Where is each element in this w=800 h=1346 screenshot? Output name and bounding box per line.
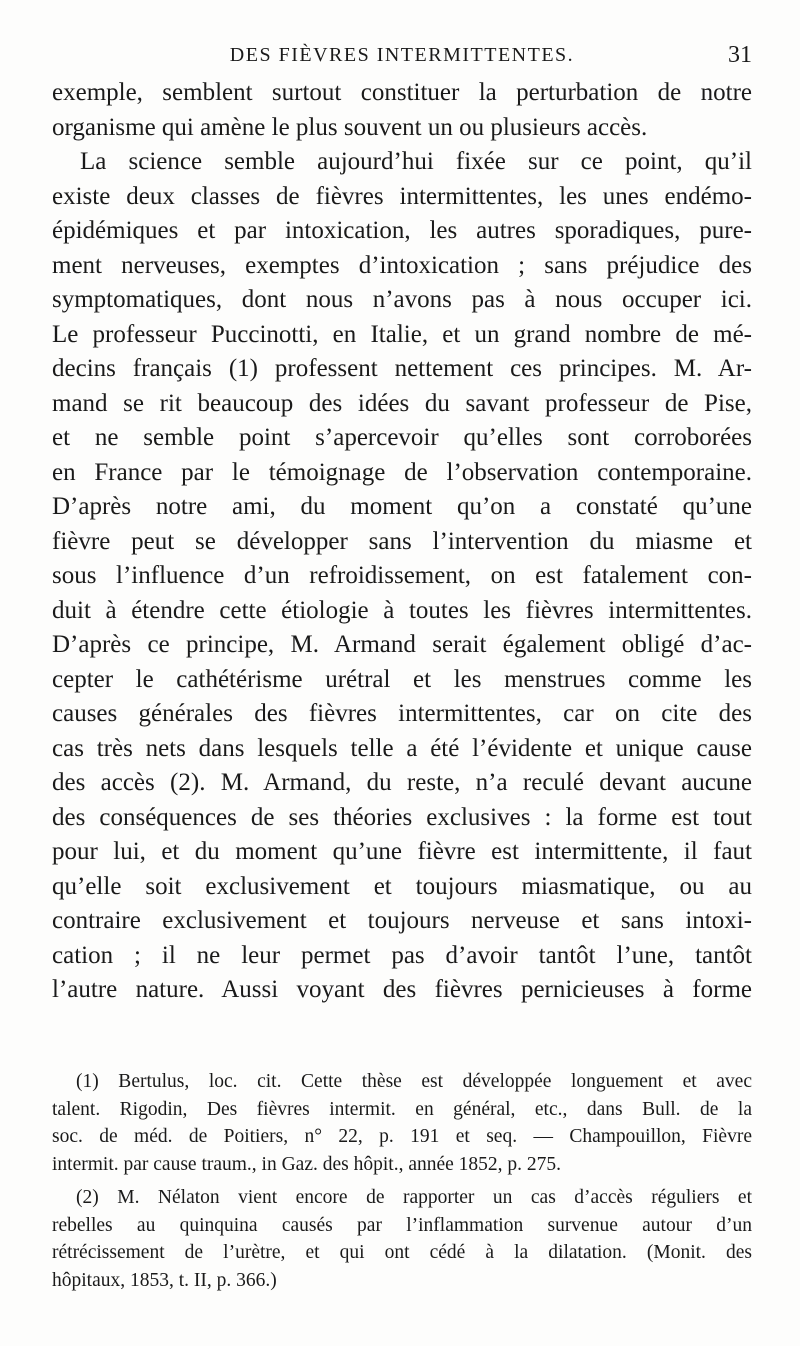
footnote-line: (2) M. Nélaton vient encore de rapporter un cas d’accès réguliers et	[76, 1187, 752, 1208]
footnote-line: rebelles au quinquina causés par l’inflammation survenue autour d’un	[52, 1214, 752, 1236]
text-line: cas très nets dans lesquels telle a été l’évidente et unique cause	[52, 734, 752, 762]
text-line: pour lui, et du moment qu’une fièvre est intermittente, il faut	[52, 838, 752, 865]
text-line: fièvre peut se développer sans l’intervention du miasme et	[52, 527, 752, 555]
footnote-line: soc. de méd. de Poitiers, n° 22, p. 191 et seq. — Champouillon, Fièvre	[52, 1126, 752, 1147]
text-line: cation ; il ne leur permet pas d’avoir tantôt l’une, tantôt	[52, 941, 752, 969]
footnote-line: intermit. par cause traum., in Gaz. des hôpit., année 1852, p. 275.	[52, 1153, 562, 1175]
footnote-line: rétrécissement de l’urètre, et qui ont cédé à la dilatation. (Monit. des	[52, 1242, 752, 1263]
text-line: épidémiques et par intoxication, les autres sporadiques, pure-	[52, 217, 752, 244]
footnote-line: (1) Bertulus, loc. cit. Cette thèse est développée longuement et avec	[76, 1071, 752, 1092]
footnote-1	[52, 1068, 752, 1178]
footnote-line: hôpitaux, 1853, t. II, p. 366.)	[52, 1269, 277, 1291]
page-number: 31	[728, 42, 752, 68]
text-line: des conséquences de ses théories exclusives : la forme est tout	[52, 803, 752, 831]
text-line: mand se rit beaucoup des idées du savant professeur de Pise,	[52, 389, 752, 417]
text-line: D’après ce principe, M. Armand serait également obligé d’ac-	[52, 631, 752, 658]
text-line: des accès (2). M. Armand, du reste, n’a reculé devant aucune	[52, 769, 752, 796]
text-line: qu’elle soit exclusivement et toujours miasmatique, ou au	[52, 872, 752, 900]
text-line: organisme qui amène le plus souvent un ou plusieurs accès.	[52, 113, 648, 141]
footnote-line: talent. Rigodin, Des fièvres intermit. en général, etc., dans Bull. de la	[52, 1098, 752, 1120]
text-line: Le professeur Puccinotti, en Italie, et un grand nombre de mé-	[52, 320, 752, 348]
text-line: La science semble aujourd’hui fixée sur ce point, qu’il	[80, 148, 752, 175]
text-line: D’après notre ami, du moment qu’on a constaté qu’une	[52, 493, 752, 520]
running-head	[52, 40, 752, 74]
text-line: en France par le témoignage de l’observation contemporaine.	[52, 458, 752, 486]
text-line: et ne semble point s’apercevoir qu’elles sont corroborées	[52, 424, 752, 451]
text-line: symptomatiques, dont nous n’avons pas à nous occuper ici.	[52, 286, 752, 313]
text-line: contraire exclusivement et toujours nerveuse et sans intoxi-	[52, 907, 752, 934]
text-line: exemple, semblent surtout constituer la perturbation de notre	[52, 79, 752, 106]
body-text	[52, 76, 752, 1008]
footnote-2	[52, 1184, 752, 1294]
text-line: existe deux classes de fièvres intermittentes, les unes endémo-	[52, 182, 752, 210]
text-line: ment nerveuses, exemptes d’intoxication ; sans préjudice des	[52, 251, 752, 279]
footnotes	[52, 1068, 752, 1294]
running-title: DES FIÈVRES INTERMITTENTES.	[229, 44, 575, 66]
text-line: decins français (1) professent nettement ces principes. M. Ar-	[52, 355, 752, 382]
text-line: causes générales des fièvres intermittentes, car on cite des	[52, 700, 752, 727]
text-line: duit à étendre cette étiologie à toutes les fièvres intermittentes.	[52, 596, 752, 624]
text-line: l’autre nature. Aussi voyant des fièvres pernicieuses à forme	[52, 976, 752, 1003]
text-line: sous l’influence d’un refroidissement, on est fatalement con-	[52, 562, 752, 589]
text-line: cepter le cathétérisme urétral et les menstrues comme les	[52, 665, 752, 693]
